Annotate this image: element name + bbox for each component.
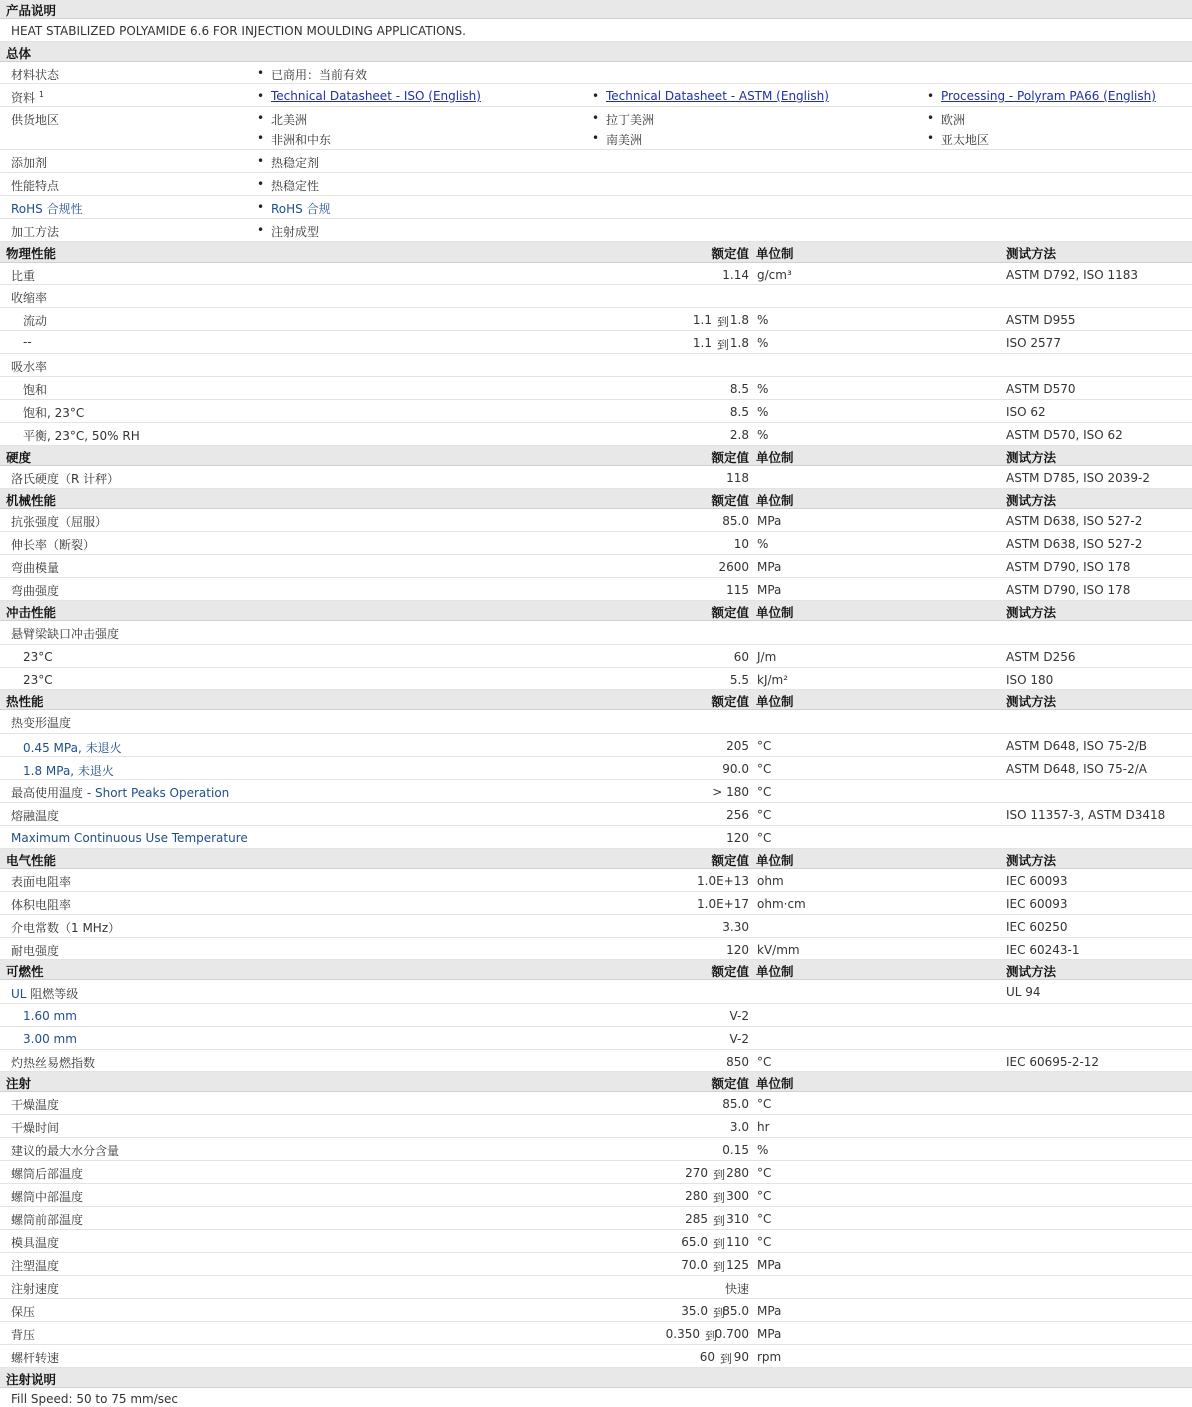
row-dry-time bbox=[0, 1115, 1192, 1138]
row-method: ASTM D790, ISO 178 bbox=[1006, 560, 1131, 574]
doc-link-iso[interactable]: • Technical Datasheet - ISO (English) bbox=[271, 89, 481, 103]
row-unit: % bbox=[757, 313, 769, 327]
section-general bbox=[0, 42, 1192, 62]
section-electrical bbox=[0, 849, 1192, 869]
row-unit: °C bbox=[757, 762, 772, 776]
row-ul-b bbox=[0, 1027, 1192, 1050]
row-unit: °C bbox=[757, 785, 772, 799]
row-label: 体积电阻率 bbox=[11, 898, 72, 912]
row-unit: g/cm³ bbox=[757, 268, 792, 282]
section-thermal bbox=[0, 690, 1192, 710]
row-label: 1.8 MPa, 未退火 bbox=[23, 764, 114, 778]
row-label: 螺筒后部温度 bbox=[11, 1167, 84, 1181]
section-mechanical bbox=[0, 489, 1192, 509]
doc-link-astm[interactable]: • Technical Datasheet - ASTM (English) bbox=[606, 89, 829, 103]
range-to-word: 到 bbox=[712, 1260, 725, 1274]
row-label: 流动 bbox=[23, 314, 48, 328]
row-label: 表面电阻率 bbox=[11, 875, 72, 889]
row-unit: % bbox=[757, 1143, 769, 1157]
row-method: ASTM D790, ISO 178 bbox=[1006, 583, 1131, 597]
row-back bbox=[0, 1322, 1192, 1345]
range-from: 60 bbox=[699, 1350, 715, 1364]
row-label: 23°C bbox=[23, 650, 53, 664]
row-value: • 热稳定性 bbox=[271, 177, 319, 194]
range-to-word: 到 bbox=[712, 1237, 725, 1251]
row-label: 建议的最大水分含量 bbox=[11, 1144, 120, 1158]
section-title: 总体 bbox=[6, 46, 32, 61]
row-inj-speed bbox=[0, 1276, 1192, 1299]
row-value: 120 bbox=[726, 943, 749, 957]
row-method: ASTM D792, ISO 1183 bbox=[1006, 268, 1139, 282]
col-unit: 单位制 bbox=[756, 1076, 794, 1091]
row-value: 快速 bbox=[724, 1282, 749, 1296]
col-nominal: 额定值 bbox=[711, 853, 749, 868]
row-method: UL 94 bbox=[1006, 985, 1041, 999]
col-unit: 单位制 bbox=[756, 964, 794, 979]
range-to: 90 bbox=[733, 1350, 749, 1364]
row-label: 背压 bbox=[11, 1328, 36, 1342]
row-moisture bbox=[0, 1138, 1192, 1161]
row-method: ISO 180 bbox=[1006, 673, 1054, 687]
col-method: 测试方法 bbox=[1006, 493, 1057, 508]
row-unit: MPa bbox=[757, 514, 782, 528]
section-title: 产品说明 bbox=[6, 3, 57, 18]
row-value: • 热稳定剂 bbox=[271, 154, 319, 171]
row-method: ASTM D648, ISO 75-2/A bbox=[1006, 762, 1147, 776]
col-method: 测试方法 bbox=[1006, 964, 1057, 979]
row-label: 注塑温度 bbox=[11, 1259, 60, 1273]
row-unit: % bbox=[757, 336, 769, 350]
row-value: 120 bbox=[726, 831, 749, 845]
row-surface-res bbox=[0, 869, 1192, 892]
section-title: 冲击性能 bbox=[6, 605, 57, 620]
row-label: 伸长率（断裂） bbox=[11, 538, 96, 552]
row-label: 1.60 mm bbox=[23, 1009, 77, 1023]
row-label: 洛氏硬度（R 计秤） bbox=[11, 472, 120, 486]
row-label: 热变形温度 bbox=[11, 716, 72, 730]
row-label: 饱和, 23°C bbox=[23, 406, 85, 420]
range-to: 310 bbox=[726, 1212, 749, 1226]
section-title: 硬度 bbox=[6, 450, 32, 465]
row-value: 1.14 bbox=[722, 268, 749, 282]
range-to-word: 到 bbox=[712, 1168, 725, 1182]
range-from: 35.0 bbox=[681, 1304, 708, 1318]
row-label: 悬臂梁缺口冲击强度 bbox=[11, 627, 120, 641]
row-method: ISO 62 bbox=[1006, 405, 1046, 419]
region-item: • 南美洲 bbox=[606, 131, 642, 148]
range-from: 270 bbox=[685, 1166, 708, 1180]
row-value: 85.0 bbox=[722, 1097, 749, 1111]
row-method: ASTM D256 bbox=[1006, 650, 1076, 664]
row-unit: ohm·cm bbox=[757, 897, 806, 911]
row-docs bbox=[0, 84, 1192, 107]
range-from: 65.0 bbox=[681, 1235, 708, 1249]
row-elongation bbox=[0, 532, 1192, 555]
row-method: ASTM D638, ISO 527-2 bbox=[1006, 514, 1143, 528]
row-dielectric-const bbox=[0, 915, 1192, 938]
row-label: 螺杆转速 bbox=[11, 1351, 60, 1365]
col-nominal: 额定值 bbox=[711, 964, 749, 979]
col-nominal: 额定值 bbox=[711, 493, 749, 508]
row-method: ISO 2577 bbox=[1006, 336, 1061, 350]
region-item: • 非洲和中东 bbox=[271, 131, 331, 148]
row-unit: % bbox=[757, 405, 769, 419]
col-nominal: 额定值 bbox=[711, 450, 749, 465]
row-label: 供货地区 bbox=[11, 113, 60, 127]
doc-link-processing[interactable]: • Processing - Polyram PA66 (English) bbox=[941, 89, 1156, 103]
range-from: 285 bbox=[685, 1212, 708, 1226]
row-value: • 注射成型 bbox=[271, 223, 319, 240]
row-label: 23°C bbox=[23, 673, 53, 687]
row-label: 材料状态 bbox=[11, 68, 60, 82]
row-label: 比重 bbox=[11, 269, 36, 283]
row-value: 3.0 bbox=[729, 1120, 749, 1134]
row-label: 饱和 bbox=[23, 383, 48, 397]
row-inj-pressure bbox=[0, 1253, 1192, 1276]
row-dielectric-strength bbox=[0, 938, 1192, 960]
row-value: • RoHS 合规 bbox=[271, 200, 331, 217]
row-unit: hr bbox=[757, 1120, 770, 1134]
row-label: 3.00 mm bbox=[23, 1032, 77, 1046]
row-unit: °C bbox=[757, 1166, 772, 1180]
row-unit: °C bbox=[757, 831, 772, 845]
row-label: 弯曲模量 bbox=[11, 561, 60, 575]
row-water-sat23 bbox=[0, 400, 1192, 423]
row-label: 模具温度 bbox=[11, 1236, 60, 1250]
row-inj-notes bbox=[0, 1388, 1192, 1407]
row-method: IEC 60093 bbox=[1006, 897, 1068, 911]
row-unit: % bbox=[757, 382, 769, 396]
row-label: 性能特点 bbox=[11, 179, 60, 193]
row-ul bbox=[0, 980, 1192, 1004]
section-impact bbox=[0, 601, 1192, 621]
row-front-temp bbox=[0, 1207, 1192, 1230]
col-nominal: 额定值 bbox=[711, 246, 749, 261]
range-to: 300 bbox=[726, 1189, 749, 1203]
row-method: ASTM D570 bbox=[1006, 382, 1076, 396]
row-value: 8.5 bbox=[729, 382, 749, 396]
row-label: 平衡, 23°C, 50% RH bbox=[23, 429, 140, 443]
row-melt bbox=[0, 803, 1192, 826]
row-label: UL 阻燃等级 bbox=[11, 987, 79, 1001]
col-method: 测试方法 bbox=[1006, 450, 1057, 465]
row-unit: J/m bbox=[757, 650, 777, 664]
range-to: 125 bbox=[726, 1258, 749, 1272]
section-hardness bbox=[0, 446, 1192, 466]
row-label: 吸水率 bbox=[11, 360, 48, 374]
row-hdt-a bbox=[0, 734, 1192, 757]
range-to-word: 到 bbox=[712, 1191, 725, 1205]
row-label: 抗张强度（屈服） bbox=[11, 515, 108, 529]
section-title: 热性能 bbox=[6, 694, 44, 709]
product-desc-row bbox=[0, 19, 1192, 42]
range-to: 85.0 bbox=[722, 1304, 749, 1318]
row-value: 256 bbox=[726, 808, 749, 822]
range-to: 0.700 bbox=[714, 1327, 749, 1341]
row-shrink-flow bbox=[0, 308, 1192, 331]
row-value: 3.30 bbox=[722, 920, 749, 934]
row-value: 90.0 bbox=[722, 762, 749, 776]
row-rear-temp bbox=[0, 1161, 1192, 1184]
row-middle-temp bbox=[0, 1184, 1192, 1207]
col-unit: 单位制 bbox=[756, 605, 794, 620]
row-label: 收缩率 bbox=[11, 291, 48, 305]
range-to-word: 到 bbox=[716, 315, 729, 329]
row-hdt bbox=[0, 710, 1192, 734]
row-max-use bbox=[0, 780, 1192, 803]
row-label: 0.45 MPa, 未退火 bbox=[23, 741, 122, 755]
row-volume-res bbox=[0, 892, 1192, 915]
row-value: 115 bbox=[726, 583, 749, 597]
range-to-word: 到 bbox=[704, 1329, 717, 1343]
row-water bbox=[0, 354, 1192, 377]
row-unit: MPa bbox=[757, 1304, 782, 1318]
row-label: 干燥时间 bbox=[11, 1121, 60, 1135]
range-from: 1.1 bbox=[692, 336, 712, 350]
row-unit: °C bbox=[757, 1055, 772, 1069]
row-water-sat bbox=[0, 377, 1192, 400]
col-method: 测试方法 bbox=[1006, 605, 1057, 620]
row-tensile bbox=[0, 509, 1192, 532]
range-to: 1.8 bbox=[729, 313, 749, 327]
row-value: 8.5 bbox=[729, 405, 749, 419]
section-injection-notes bbox=[0, 1368, 1192, 1388]
row-unit: kV/mm bbox=[757, 943, 800, 957]
row-ul-a bbox=[0, 1004, 1192, 1027]
row-shrink-dash bbox=[0, 331, 1192, 354]
row-hold bbox=[0, 1299, 1192, 1322]
row-method: IEC 60243-1 bbox=[1006, 943, 1080, 957]
row-flex-strength bbox=[0, 578, 1192, 601]
row-izod-b bbox=[0, 668, 1192, 690]
row-label: 保压 bbox=[11, 1305, 36, 1319]
row-mold-temp bbox=[0, 1230, 1192, 1253]
row-label: 介电常数（1 MHz） bbox=[11, 921, 121, 935]
row-label: 弯曲强度 bbox=[11, 584, 60, 598]
section-injection bbox=[0, 1072, 1192, 1092]
col-unit: 单位制 bbox=[756, 853, 794, 868]
row-shrink bbox=[0, 285, 1192, 308]
col-unit: 单位制 bbox=[756, 246, 794, 261]
row-method: ASTM D955 bbox=[1006, 313, 1076, 327]
row-value: > 180 bbox=[712, 785, 749, 799]
row-screw bbox=[0, 1345, 1192, 1368]
row-regions bbox=[0, 107, 1192, 150]
row-method: IEC 60093 bbox=[1006, 874, 1068, 888]
range-from: 70.0 bbox=[681, 1258, 708, 1272]
row-unit: °C bbox=[757, 739, 772, 753]
row-label: 螺筒前部温度 bbox=[11, 1213, 84, 1227]
row-method: ASTM D648, ISO 75-2/B bbox=[1006, 739, 1148, 753]
row-gwfi bbox=[0, 1050, 1192, 1072]
row-unit: °C bbox=[757, 1189, 772, 1203]
row-unit: rpm bbox=[757, 1350, 782, 1364]
row-unit: % bbox=[757, 428, 769, 442]
row-unit: °C bbox=[757, 1097, 772, 1111]
row-unit: MPa bbox=[757, 583, 782, 597]
row-unit: °C bbox=[757, 1235, 772, 1249]
row-additives bbox=[0, 150, 1192, 173]
range-to-word: 到 bbox=[712, 1214, 725, 1228]
row-unit: °C bbox=[757, 1212, 772, 1226]
section-title: 注射 bbox=[6, 1076, 32, 1091]
notes-text: Fill Speed: 50 to 75 mm/sec bbox=[11, 1392, 179, 1406]
row-value: V-2 bbox=[729, 1032, 749, 1046]
row-value: 85.0 bbox=[722, 514, 749, 528]
row-method: ASTM D570, ISO 62 bbox=[1006, 428, 1123, 442]
row-label: 干燥温度 bbox=[11, 1098, 60, 1112]
row-label: 耐电强度 bbox=[11, 944, 60, 958]
region-item: • 拉丁美洲 bbox=[606, 111, 654, 128]
region-item: • 欧洲 bbox=[941, 111, 965, 128]
col-method: 测试方法 bbox=[1006, 853, 1057, 868]
row-hdt-b bbox=[0, 757, 1192, 780]
region-item: • 亚太地区 bbox=[941, 131, 989, 148]
row-label: 加工方法 bbox=[11, 225, 60, 239]
row-dry-temp bbox=[0, 1092, 1192, 1115]
col-nominal: 额定值 bbox=[711, 605, 749, 620]
row-material-status bbox=[0, 62, 1192, 84]
row-value: • 已商用：当前有效 bbox=[271, 66, 367, 83]
range-to: 280 bbox=[726, 1166, 749, 1180]
row-value: 118 bbox=[726, 471, 749, 485]
col-method: 测试方法 bbox=[1006, 694, 1057, 709]
row-flex-modulus bbox=[0, 555, 1192, 578]
row-features bbox=[0, 173, 1192, 196]
col-nominal: 额定值 bbox=[711, 1076, 749, 1091]
row-unit: ohm bbox=[757, 874, 784, 888]
row-value: 2.8 bbox=[729, 428, 749, 442]
range-to-word: 到 bbox=[719, 1352, 732, 1366]
row-unit: MPa bbox=[757, 1258, 782, 1272]
section-title: 物理性能 bbox=[6, 246, 57, 261]
row-value: 1.0E+17 bbox=[697, 897, 749, 911]
range-from: 280 bbox=[685, 1189, 708, 1203]
col-unit: 单位制 bbox=[756, 694, 794, 709]
row-label: 资料 $^1$ bbox=[11, 90, 44, 105]
section-title: 注射说明 bbox=[6, 1372, 57, 1387]
row-value: V-2 bbox=[729, 1009, 749, 1023]
row-label: 注射速度 bbox=[11, 1282, 60, 1296]
row-label: RoHS 合规性 bbox=[11, 202, 83, 216]
row-label: -- bbox=[23, 335, 32, 349]
row-value: 850 bbox=[726, 1055, 749, 1069]
section-physical bbox=[0, 242, 1192, 263]
row-continuous bbox=[0, 826, 1192, 849]
section-title: 可燃性 bbox=[6, 964, 44, 979]
row-method: ISO 11357-3, ASTM D3418 bbox=[1006, 808, 1166, 822]
row-sg bbox=[0, 263, 1192, 285]
range-to: 1.8 bbox=[729, 336, 749, 350]
row-label: 添加剂 bbox=[11, 156, 48, 170]
row-value: 0.15 bbox=[722, 1143, 749, 1157]
row-method: IEC 60250 bbox=[1006, 920, 1068, 934]
row-value: 60 bbox=[733, 650, 749, 664]
col-method: 测试方法 bbox=[1006, 246, 1057, 261]
row-label: 螺筒中部温度 bbox=[11, 1190, 84, 1204]
row-rockwell bbox=[0, 466, 1192, 489]
row-label: 最高使用温度 - Short Peaks Operation bbox=[11, 786, 230, 800]
range-to-word: 到 bbox=[716, 338, 729, 352]
row-label: Maximum Continuous Use Temperature bbox=[11, 831, 248, 845]
range-to-word: 到 bbox=[712, 1306, 725, 1320]
col-nominal: 额定值 bbox=[711, 694, 749, 709]
row-water-eq bbox=[0, 423, 1192, 446]
row-izod-a bbox=[0, 645, 1192, 668]
row-unit: °C bbox=[757, 808, 772, 822]
section-title: 机械性能 bbox=[6, 493, 57, 508]
row-method: ASTM D785, ISO 2039-2 bbox=[1006, 471, 1151, 485]
row-unit: MPa bbox=[757, 1327, 782, 1341]
row-method: ASTM D638, ISO 527-2 bbox=[1006, 537, 1143, 551]
row-izod bbox=[0, 621, 1192, 645]
row-unit: kJ/m² bbox=[757, 673, 789, 687]
row-value: 1.0E+13 bbox=[697, 874, 749, 888]
row-unit: MPa bbox=[757, 560, 782, 574]
row-value: 2600 bbox=[718, 560, 749, 574]
row-value: 10 bbox=[733, 537, 749, 551]
product-desc-text: HEAT STABILIZED POLYAMIDE 6.6 FOR INJECTION MOULDING APPLICATIONS. bbox=[11, 24, 466, 38]
row-label: 熔融温度 bbox=[11, 809, 60, 823]
row-value: 5.5 bbox=[729, 673, 749, 687]
col-unit: 单位制 bbox=[756, 493, 794, 508]
row-method: IEC 60695-2-12 bbox=[1006, 1055, 1100, 1069]
section-title: 电气性能 bbox=[6, 853, 57, 868]
region-item: • 北美洲 bbox=[271, 111, 307, 128]
range-from: 0.350 bbox=[665, 1327, 700, 1341]
row-value: 205 bbox=[726, 739, 749, 753]
row-rohs bbox=[0, 196, 1192, 219]
range-from: 1.1 bbox=[692, 313, 712, 327]
row-processing-method bbox=[0, 219, 1192, 242]
range-to: 110 bbox=[726, 1235, 749, 1249]
section-flammability bbox=[0, 960, 1192, 980]
col-unit: 单位制 bbox=[756, 450, 794, 465]
section-product-desc bbox=[0, 0, 1192, 19]
row-unit: % bbox=[757, 537, 769, 551]
row-label: 灼热丝易燃指数 bbox=[11, 1056, 96, 1070]
